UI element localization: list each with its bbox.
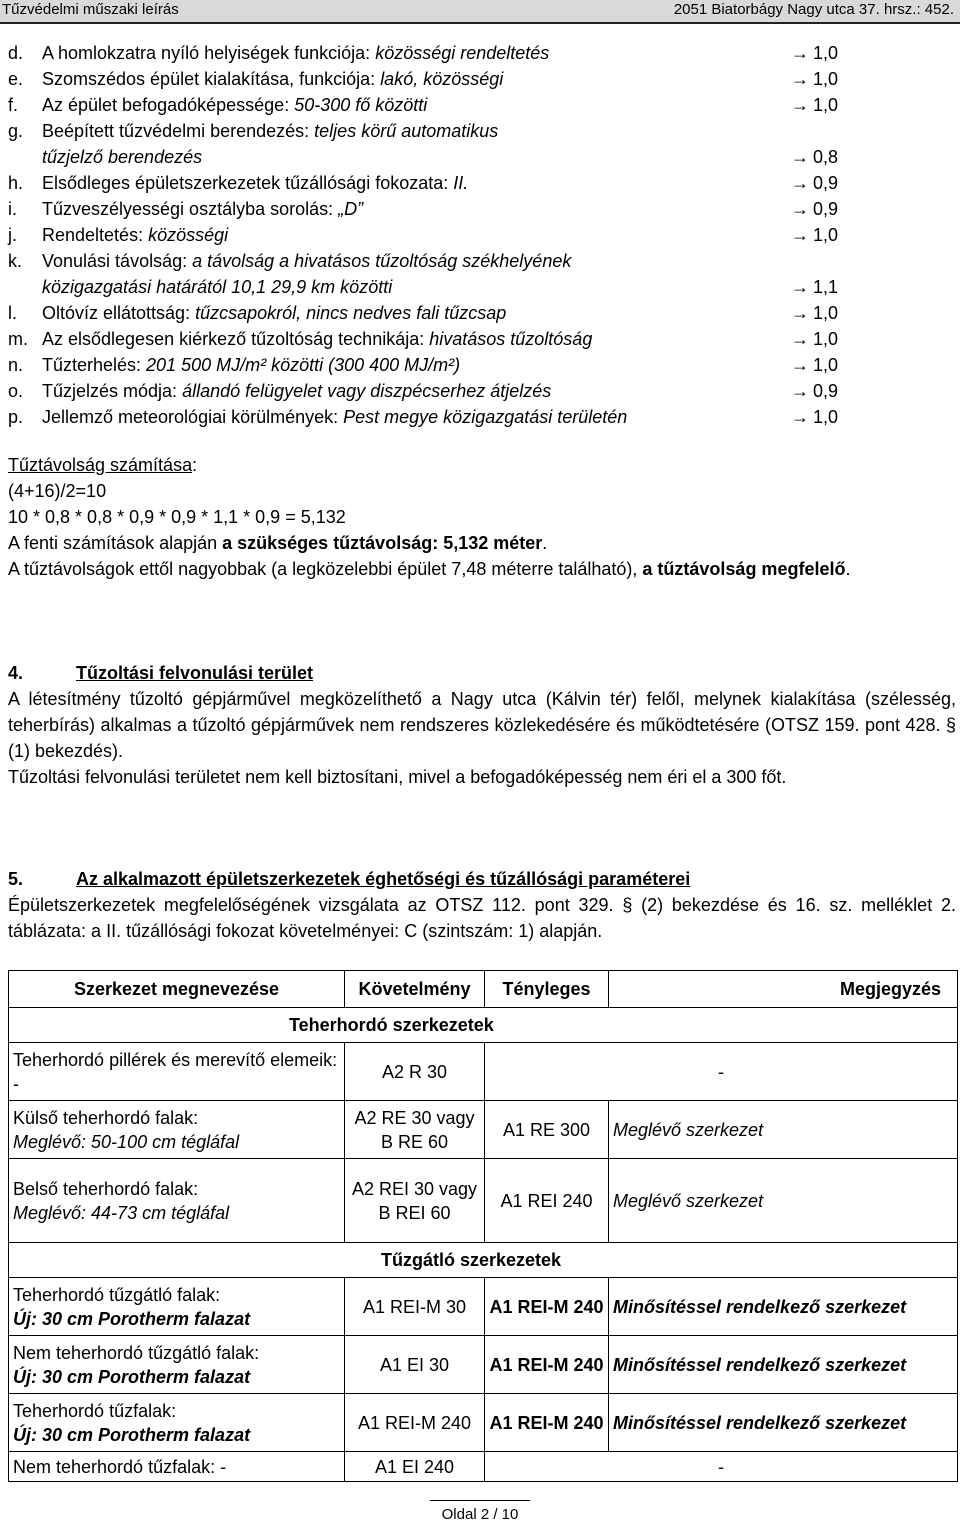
footer-rule: [430, 1500, 530, 1501]
factor-value: 0,8: [812, 147, 838, 167]
criterion-row: [0, 222, 960, 248]
row-name: Belső teherhordó falak:: [13, 1178, 199, 1199]
table-row: [9, 1278, 958, 1336]
criterion-value: teljes körű automatikus: [314, 121, 499, 141]
arrow-icon: →: [790, 147, 809, 167]
arrow-icon: →: [790, 95, 809, 115]
conclusion-bold: a tűztávolság megfelelő: [642, 559, 846, 579]
criterion-text: [42, 222, 228, 248]
criterion-letter: g.: [8, 121, 24, 141]
row-name: Teherhordó tűzfalak:: [13, 1400, 177, 1421]
criterion-row: [0, 92, 960, 118]
criterion-factor: [791, 196, 838, 222]
factor-value: 1,1: [812, 277, 838, 297]
criterion-value: közösségi rendeltetés: [375, 43, 550, 63]
row-sub: Új: 30 cm Porotherm falazat: [13, 1366, 251, 1387]
page-header: [0, 0, 960, 24]
criterion-text: [42, 248, 571, 274]
section-5-number: 5.: [8, 869, 24, 889]
criterion-value: „D”: [338, 199, 364, 219]
criterion-row: [0, 300, 960, 326]
row-requirement: A2 RE 30 vagy B RE 60: [345, 1101, 485, 1159]
criterion-text: [42, 326, 592, 352]
criterion-row: [0, 40, 960, 66]
criterion-row: [0, 66, 960, 92]
row-actual: -: [485, 1043, 958, 1101]
criterion-text: [42, 352, 460, 378]
factor-value: 1,0: [812, 43, 838, 63]
criterion-letter: i.: [8, 199, 17, 219]
col-header-note: Megjegyzés: [609, 971, 958, 1008]
criterion-label: Vonulási távolság:: [42, 251, 193, 271]
criterion-label: Oltóvíz ellátottság:: [42, 303, 196, 323]
arrow-icon: →: [790, 225, 809, 245]
table-row: [9, 1101, 958, 1159]
required-distance: a szükséges tűztávolság: 5,132 méter: [222, 533, 543, 553]
calc-line-1: (4+16)/2=10: [8, 481, 107, 501]
criterion-value: 201 500 MJ/m² közötti (300 400 MJ/m²): [146, 355, 461, 375]
criterion-row: [0, 326, 960, 352]
criterion-factor: [791, 300, 838, 326]
criterion-text: [42, 170, 468, 196]
table-row: [9, 1043, 958, 1101]
factor-value: 1,0: [812, 355, 838, 375]
arrow-icon: →: [790, 407, 809, 427]
group-load-bearing: Teherhordó szerkezetek: [9, 1008, 958, 1043]
criterion-value: Pest megye közigazgatási területén: [343, 407, 628, 427]
calc-title-colon: :: [192, 455, 198, 475]
row-sub: Meglévő: 50-100 cm tégláfal: [13, 1131, 240, 1152]
row-requirement: A1 EI 240: [345, 1452, 485, 1482]
criterion-letter: d.: [8, 43, 24, 63]
criterion-row: [0, 248, 960, 274]
criterion-value: 50-300 fő közötti: [294, 95, 428, 115]
row-note: Minősítéssel rendelkező szerkezet: [613, 1296, 907, 1317]
criterion-row: [0, 404, 960, 430]
criterion-factor: [791, 170, 838, 196]
criterion-factor: [791, 92, 838, 118]
row-requirement: A2 REI 30 vagy B REI 60: [345, 1159, 485, 1243]
criterion-label: Az elsődlegesen kiérkező tűzoltóság technikája:: [42, 329, 430, 349]
factor-value: 1,0: [812, 303, 838, 323]
group-fire-separating: Tűzgátló szerkezetek: [9, 1243, 958, 1278]
table-row: [9, 1336, 958, 1394]
criterion-label: Az épület befogadóképessége:: [42, 95, 295, 115]
criterion-letter: o.: [8, 381, 24, 401]
calc-result: A fenti számítások alapján a szükséges tűztávolság: 5,132 méter.: [8, 533, 548, 553]
criterion-label: Beépített tűzvédelmi berendezés:: [42, 121, 315, 141]
row-requirement: A1 REI-M 240: [345, 1394, 485, 1452]
table-row: [9, 1452, 958, 1482]
factor-value: 1,0: [812, 225, 838, 245]
criterion-letter: m.: [8, 329, 28, 349]
arrow-icon: →: [790, 69, 809, 89]
criterion-row: [0, 118, 960, 144]
arrow-icon: →: [790, 43, 809, 63]
criterion-text: [42, 40, 549, 66]
criterion-factor: [791, 404, 838, 430]
row-name: Teherhordó pillérek és merevítő elemeik: -: [9, 1043, 345, 1101]
arrow-icon: →: [790, 277, 809, 297]
header-doc-title: Tűzvédelmi műszaki leírás: [2, 1, 179, 18]
row-actual: A1 REI-M 240: [485, 1336, 609, 1394]
row-actual: A1 REI-M 240: [485, 1394, 609, 1452]
arrow-icon: →: [790, 173, 809, 193]
criterion-factor: [791, 326, 838, 352]
criterion-text: [42, 300, 506, 326]
section-4-title: Tűzoltási felvonulási terület: [76, 663, 314, 683]
criterion-text: [42, 196, 363, 222]
row-name: Nem teherhordó tűzgátló falak:: [13, 1342, 260, 1363]
section-5: [8, 866, 956, 944]
col-header-actual: Tényleges: [485, 971, 609, 1008]
row-sub: Új: 30 cm Porotherm falazat: [13, 1424, 251, 1445]
criterion-factor: [791, 66, 838, 92]
table-header-row: [9, 971, 958, 1008]
criterion-letter: e.: [8, 69, 24, 89]
row-actual: A1 RE 300: [485, 1101, 609, 1159]
criterion-factor: [791, 222, 838, 248]
criterion-value: II.: [453, 173, 469, 193]
criterion-text: [42, 66, 503, 92]
criterion-value: állandó felügyelet vagy diszpécserhez átjelzés: [182, 381, 552, 401]
section-4-paragraph-1: A létesítmény tűzoltó gépjárművel megközelíthető a Nagy utca (Kálvin tér) felől, melynek kialakítása (szélesség, teherbírás) alkalmas a tűzoltó gépjárművek nem rendszeres közlekedésére és működtetésére (OTSZ 159. pont 428. § (1) bekezdés).: [8, 689, 956, 761]
section-4: [8, 660, 956, 790]
factor-value: 1,0: [812, 329, 838, 349]
factor-value: 1,0: [812, 95, 838, 115]
row-requirement: A1 EI 30: [345, 1336, 485, 1394]
criterion-row: [0, 378, 960, 404]
col-header-structure: Szerkezet megnevezése: [9, 971, 345, 1008]
calc-section: [8, 452, 956, 582]
criterion-label: Tűzterhelés:: [42, 355, 147, 375]
criterion-label: Szomszédos épület kialakítása, funkciója:: [42, 69, 381, 89]
section-5-paragraph: Épületszerkezetek megfelelőségének vizsgálata az OTSZ 112. pont 329. § (2) bekezdése és 16. sz. melléklet 2. táblázata: a II. tűzállósági fokozat követelményei: C (szintszám: 1) alapján.: [8, 895, 956, 941]
criterion-letter: l.: [8, 303, 17, 323]
criterion-letter: f.: [8, 95, 19, 115]
arrow-icon: →: [790, 355, 809, 375]
table-row: [9, 1159, 958, 1243]
row-name: Teherhordó tűzgátló falak:: [13, 1284, 221, 1305]
calc-line-2: 10 * 0,8 * 0,8 * 0,9 * 0,9 * 1,1 * 0,9 = 5,132: [8, 507, 346, 527]
criterion-value: a távolság a hivatásos tűzoltóság székhelyének: [192, 251, 572, 271]
row-sub: Új: 30 cm Porotherm falazat: [13, 1308, 251, 1329]
criterion-value: lakó, közösségi: [380, 69, 504, 89]
header-address: 2051 Biatorbágy Nagy utca 37. hrsz.: 452.: [673, 1, 954, 18]
criterion-row: [0, 196, 960, 222]
criterion-label: A homlokzatra nyíló helyiségek funkciója:: [42, 43, 376, 63]
arrow-icon: →: [790, 199, 809, 219]
table-row: [9, 1394, 958, 1452]
row-name: Nem teherhordó tűzfalak: -: [9, 1452, 345, 1482]
criterion-factor: [791, 40, 838, 66]
factor-value: 1,0: [812, 69, 838, 89]
criterion-letter: n.: [8, 355, 24, 375]
factor-value: 0,9: [812, 173, 838, 193]
section-4-paragraph-2: Tűzoltási felvonulási területet nem kell biztosítani, mivel a befogadóképesség nem éri el a 300 főt.: [8, 767, 787, 787]
row-note: Minősítéssel rendelkező szerkezet: [613, 1412, 907, 1433]
criterion-row: [0, 170, 960, 196]
row-actual: A1 REI 240: [485, 1159, 609, 1243]
criterion-value-continued: közigazgatási határától 10,1 29,9 km közötti: [42, 277, 393, 297]
criterion-label: Jellemző meteorológiai körülmények:: [42, 407, 344, 427]
row-requirement: A1 REI-M 30: [345, 1278, 485, 1336]
page-number: Oldal 2 / 10: [441, 1506, 519, 1523]
criterion-row-continuation: [0, 274, 960, 300]
criterion-letter: j.: [8, 225, 17, 245]
criterion-text: [42, 404, 627, 430]
criterion-factor: [791, 352, 838, 378]
row-requirement: A2 R 30: [345, 1043, 485, 1101]
calc-conclusion: A tűztávolságok ettől nagyobbak (a legközelebbi épület 7,48 méterre található), a tűztávolság megfelelő.: [8, 559, 851, 579]
criterion-value: közösségi: [148, 225, 229, 245]
structures-table: [8, 970, 958, 1482]
criterion-letter: k.: [8, 251, 23, 271]
arrow-icon: →: [790, 381, 809, 401]
row-sub: Meglévő: 44-73 cm tégláfal: [13, 1202, 230, 1223]
calc-title: Tűztávolság számítása: [8, 455, 193, 475]
section-4-number: 4.: [8, 663, 24, 683]
criterion-label: Rendeltetés:: [42, 225, 149, 245]
arrow-icon: →: [790, 329, 809, 349]
criterion-value: hivatásos tűzoltóság: [429, 329, 593, 349]
row-note: Meglévő szerkezet: [613, 1119, 764, 1140]
criterion-value: tűzcsapokról, nincs nedves fali tűzcsap: [195, 303, 507, 323]
criterion-text: [42, 378, 551, 404]
criterion-label: Tűzjelzés módja:: [42, 381, 183, 401]
criterion-letter: h.: [8, 173, 24, 193]
criterion-factor: [791, 378, 838, 404]
row-actual: -: [485, 1452, 958, 1482]
criterion-text: [42, 92, 427, 118]
row-note: Meglévő szerkezet: [613, 1190, 764, 1211]
factor-value: 0,9: [812, 381, 838, 401]
factor-value: 1,0: [812, 407, 838, 427]
row-actual: A1 REI-M 240: [485, 1278, 609, 1336]
criterion-factor: [791, 144, 838, 170]
section-5-title: Az alkalmazott épületszerkezetek éghetőségi és tűzállósági paraméterei: [76, 869, 691, 889]
arrow-icon: →: [790, 303, 809, 323]
criterion-row-continuation: [0, 144, 960, 170]
criterion-row: [0, 352, 960, 378]
criterion-text: [42, 118, 498, 144]
criterion-letter: p.: [8, 407, 24, 427]
criterion-label: Elsődleges épületszerkezetek tűzállósági fokozata:: [42, 173, 454, 193]
col-header-requirement: Követelmény: [345, 971, 485, 1008]
criterion-value-continued: tűzjelző berendezés: [42, 147, 203, 167]
row-name: Külső teherhordó falak:: [13, 1107, 199, 1128]
factor-value: 0,9: [812, 199, 838, 219]
criterion-factor: [791, 274, 838, 300]
criteria-list: [0, 40, 960, 430]
row-note: Minősítéssel rendelkező szerkezet: [613, 1354, 907, 1375]
criterion-label: Tűzveszélyességi osztályba sorolás:: [42, 199, 339, 219]
